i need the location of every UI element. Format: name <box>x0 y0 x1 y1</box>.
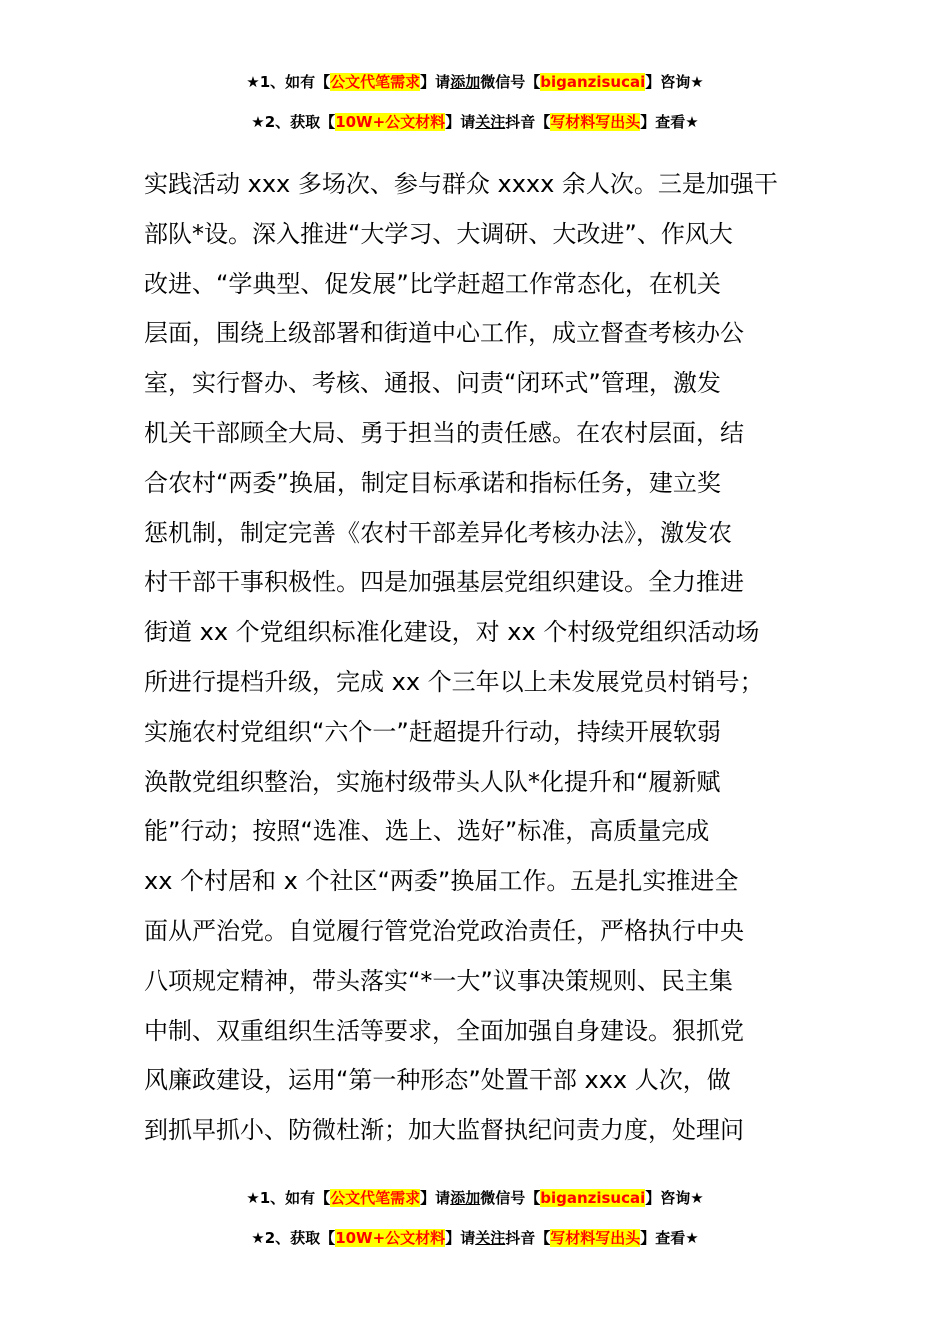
body-line: xx 个村居和 x 个社区“两委”换届工作。五是扎实推进全 <box>144 867 739 896</box>
footer-promo-line-1 <box>0 1188 950 1208</box>
body-line: 风廉政建设，运用“第一种形态”处置干部 xxx 人次，做 <box>144 1066 731 1095</box>
body-line: 惩机制，制定完善《农村干部差异化考核办法》，激发农 <box>144 518 732 547</box>
body-line: 能”行动；按照“选准、选上、选好”标准，高质量完成 <box>144 817 710 846</box>
footer-line2-suffix: 】查看★ <box>640 1229 699 1247</box>
body-line: 八项规定精神，带头落实“*一大”议事决策规则、民主集 <box>144 966 733 995</box>
body-line: 实践活动 xxx 多场次、参与群众 xxxx 余人次。三是加强干 <box>144 170 778 198</box>
header-line2-prefix: ★2、获取【 <box>251 113 336 131</box>
header-line1-prefix: ★1、如有【 <box>246 73 331 91</box>
header-line1-highlight-wechat: biganzisucai <box>540 73 646 91</box>
footer-line2-mid1: 】请 <box>445 1229 476 1247</box>
footer-promo-line-2 <box>0 1228 950 1248</box>
footer-line1-highlight-wechat: biganzisucai <box>540 1189 646 1207</box>
body-line: 合农村“两委”换届，制定目标承诺和指标任务，建立奖 <box>144 468 721 497</box>
body-line: 改进、“学典型、促发展”比学赶超工作常态化，在机关 <box>144 269 721 298</box>
header-line2-suffix: 】查看★ <box>640 113 699 131</box>
body-line: 村干部干事积极性。四是加强基层党组织建设。全力推进 <box>144 568 744 597</box>
footer-line2-highlight-douyin: 写材料写出头 <box>550 1229 641 1247</box>
header-line1-emphasis: 添加 <box>450 73 481 91</box>
header-line2-highlight-douyin: 写材料写出头 <box>550 113 641 131</box>
header-line1-highlight-service: 公文代笔需求 <box>330 73 421 91</box>
body-line: 实施农村党组织“六个一”赶超提升行动，持续开展软弱 <box>144 717 721 746</box>
document-body <box>144 160 814 1156</box>
body-line: 中制、双重组织生活等要求，全面加强自身建设。狠抓党 <box>144 1016 744 1045</box>
footer-line2-emphasis: 关注 <box>475 1229 506 1247</box>
footer-line1-highlight-service: 公文代笔需求 <box>330 1189 421 1207</box>
body-line: 涣散党组织整治，实施村级带头人队*化提升和“履新赋 <box>144 767 721 796</box>
header-promo-line-2 <box>0 112 950 132</box>
body-line: 到抓早抓小、防微杜渐；加大监督执纪问责力度，处理问 <box>144 1116 744 1145</box>
footer-line1-suffix: 】咨询★ <box>645 1189 704 1207</box>
header-line2-emphasis: 关注 <box>475 113 506 131</box>
footer-line1-mid1: 】请 <box>420 1189 451 1207</box>
footer-line2-prefix: ★2、获取【 <box>251 1229 336 1247</box>
header-line2-mid1: 】请 <box>445 113 476 131</box>
header-line2-highlight-materials: 10W+公文材料 <box>335 113 446 131</box>
footer-line1-mid2: 微信号【 <box>480 1189 541 1207</box>
footer-line2-highlight-materials: 10W+公文材料 <box>335 1229 446 1247</box>
footer-line1-emphasis: 添加 <box>450 1189 481 1207</box>
body-line: 所进行提档升级，完成 xx 个三年以上未发展党员村销号； <box>144 667 764 696</box>
header-line1-mid2: 微信号【 <box>480 73 541 91</box>
body-line: 层面，围绕上级部署和街道中心工作，成立督查考核办公 <box>144 319 744 348</box>
body-line: 面从严治党。自觉履行管党治党政治责任，严格执行中央 <box>144 916 744 945</box>
body-line: 室，实行督办、考核、通报、问责“闭环式”管理，激发 <box>144 369 721 398</box>
body-line: 街道 xx 个党组织标准化建设，对 xx 个村级党组织活动场 <box>144 618 760 647</box>
body-line: 机关干部顾全大局、勇于担当的责任感。在农村层面，结 <box>144 418 744 447</box>
header-promo-line-1 <box>0 72 950 92</box>
header-line1-suffix: 】咨询★ <box>645 73 704 91</box>
footer-line1-prefix: ★1、如有【 <box>246 1189 331 1207</box>
header-line1-mid1: 】请 <box>420 73 451 91</box>
footer-line2-mid2: 抖音【 <box>505 1229 551 1247</box>
body-line: 部队*设。深入推进“大学习、大调研、大改进”、作风大 <box>144 219 733 248</box>
header-line2-mid2: 抖音【 <box>505 113 551 131</box>
